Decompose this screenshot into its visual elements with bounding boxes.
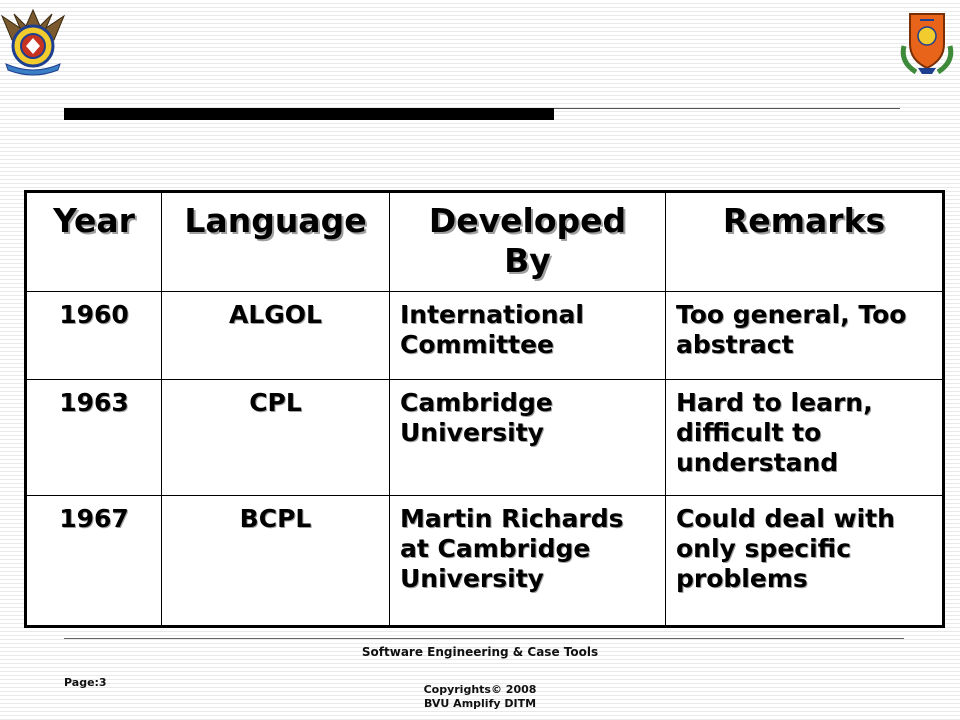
footer-course-title: Software Engineering & Case Tools: [361, 645, 599, 659]
table-row: [26, 292, 944, 380]
table-header-row: [26, 192, 944, 292]
cell-language: ALGOL: [162, 292, 390, 380]
cell-remarks: Too general, Too abstract: [666, 292, 944, 380]
bvu-eagle-logo: [0, 6, 66, 76]
language-history-table: [24, 190, 945, 628]
header-developed-by: Developed By: [390, 192, 666, 292]
cell-year: 1967: [26, 496, 162, 627]
header-remarks: Remarks: [666, 192, 944, 292]
cell-year: 1960: [26, 292, 162, 380]
cell-developed-by: Martin Richards at Cambridge University: [390, 496, 666, 627]
cell-language: CPL: [162, 380, 390, 496]
title-rule-thin: [554, 108, 900, 109]
table-row: [26, 380, 944, 496]
page-number: Page:3: [64, 676, 107, 689]
institute-crest-logo: [896, 6, 958, 78]
copyright-org: BVU Amplify DITM: [423, 697, 537, 710]
table-row: [26, 496, 944, 627]
title-rule-thick: [64, 108, 554, 120]
header-year: Year: [26, 192, 162, 292]
cell-remarks: Could deal with only specific problems: [666, 496, 944, 627]
cell-remarks: Hard to learn, difficult to understand: [666, 380, 944, 496]
cell-language: BCPL: [162, 496, 390, 627]
copyright-block: [0, 683, 960, 711]
footer-rule: [64, 638, 904, 639]
copyright-line: Copyrights© 2008: [423, 683, 537, 696]
header-language: Language: [162, 192, 390, 292]
cell-developed-by: Cambridge University: [390, 380, 666, 496]
cell-year: 1963: [26, 380, 162, 496]
cell-developed-by: International Committee: [390, 292, 666, 380]
